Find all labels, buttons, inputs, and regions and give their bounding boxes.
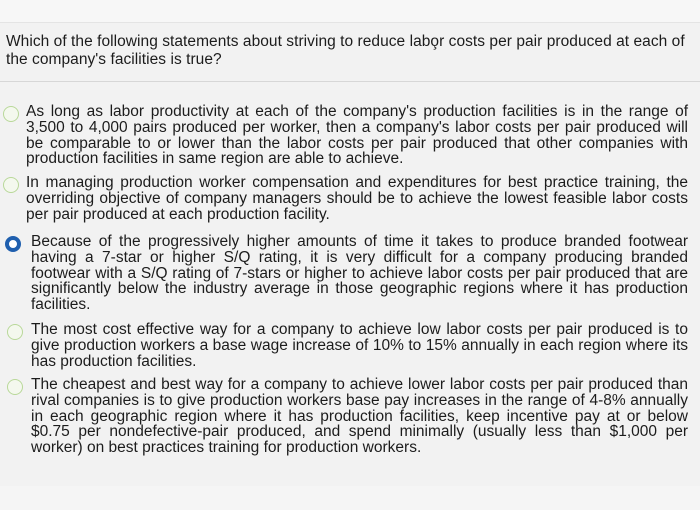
bottom-band xyxy=(0,486,700,510)
option-5-text: The cheapest and best way for a company to achieve lower labor costs per pair produced than rival companies is to give production workers base pay increases in the range of 4-8% annually in each geographic region where it has production facilities, keep incentive pay at or below $0.75 per nondefective-pair produced, and spend minimally (usually less than $1,000 per worker) on best practices training for production workers. xyxy=(31,376,688,457)
radio-button-5[interactable] xyxy=(7,379,23,395)
divider xyxy=(0,81,700,82)
radio-button-3-selected[interactable] xyxy=(5,236,21,252)
option-2-text: In managing production worker compensation and expenditures for best practice training, the overriding objective of company managers should be to achieve the lowest feasible labor costs per pair produced at each production facility. xyxy=(26,174,688,223)
option-4-text: The most cost effective way for a company to achieve low labor costs per pair produced is to give production workers a base wage increase of 10% to 15% annually in each region where its has production facilities. xyxy=(31,321,688,370)
radio-button-2[interactable] xyxy=(3,177,19,193)
option-1-text: As long as labor productivity at each of the company's production facilities is in the range of 3,500 to 4,000 pairs produced per worker, then a company's labor costs per pair produced will be comparable to or lower than the labor costs per pair produced that other companies with production facilities in same region are able to achieve. xyxy=(26,103,688,168)
top-band xyxy=(0,0,700,23)
question-text: Which of the following statements about striving to reduce labo̧r costs per pair produced at each of the company's facilities is true? xyxy=(6,33,685,68)
option-3-text: Because of the progressively higher amounts of time it takes to produce branded footwear having a 7-star or higher S/Q rating, it is very difficult for a company producing branded footwear with a S/Q rating of 7-stars or higher to achieve labor costs per pair produced that are significantly below the industry average in those geographic regions where it has production facilities. xyxy=(31,233,688,314)
radio-button-1[interactable] xyxy=(3,106,19,122)
radio-button-4[interactable] xyxy=(7,324,23,340)
